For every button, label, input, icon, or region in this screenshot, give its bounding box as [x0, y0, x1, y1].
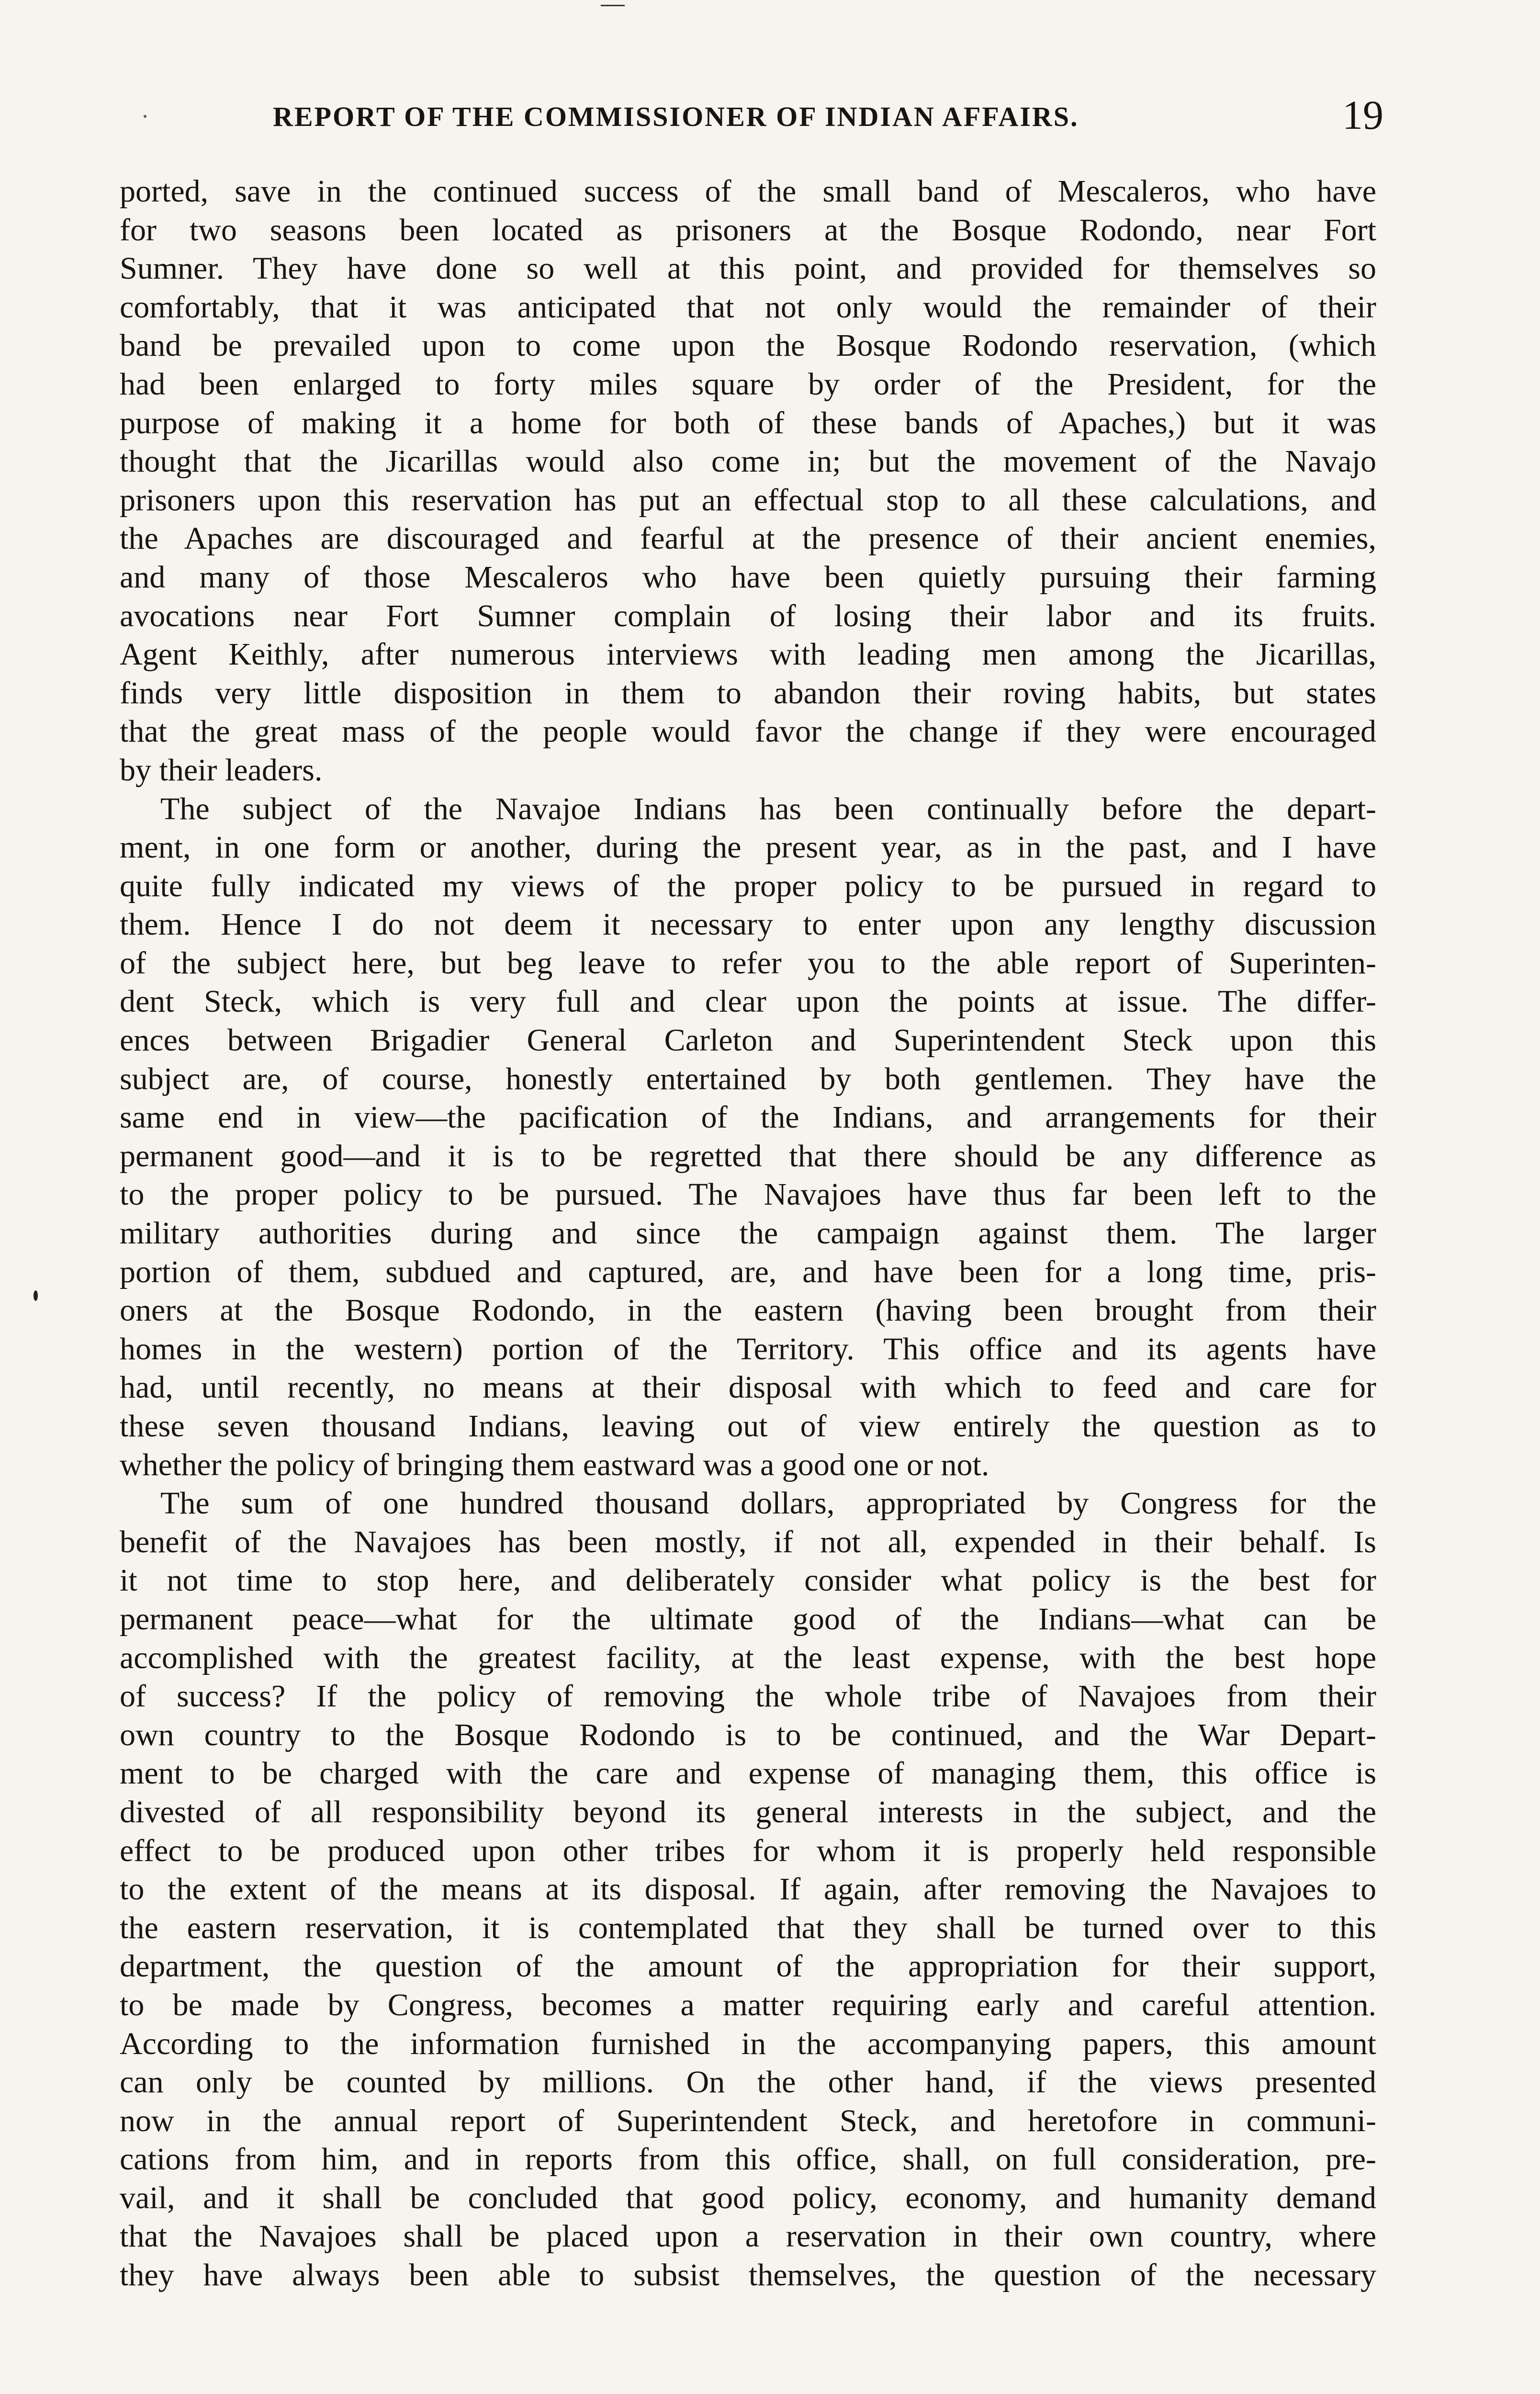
text-line: the Apaches are discouraged and fearful at the presence of their ancient enemies, — [120, 521, 1376, 556]
text-line: thought that the Jicarillas would also come in; but the movement of the Navajo — [120, 444, 1376, 479]
text-line: the eastern reservation, it is contemplated that they shall be turned over to this — [120, 1910, 1376, 1945]
text-line: to the extent of the means at its disposal. If again, after removing the Navajoes to — [120, 1872, 1376, 1907]
text-line: permanent peace—what for the ultimate good of the Indians—what can be — [120, 1601, 1376, 1637]
text-line: ment to be charged with the care and expense of managing them, this office is — [120, 1756, 1376, 1791]
text-line: department, the question of the amount of the appropriation for their support, — [120, 1949, 1376, 1984]
text-line: they have always been able to subsist themselves, the question of the necessary — [120, 2258, 1376, 2293]
paragraph-end-line: whether the policy of bringing them eastward was a good one or not. — [120, 1447, 989, 1482]
top-edge-mark — [601, 0, 625, 6]
text-line: prisoners upon this reservation has put an effectual stop to all these calculations, and — [120, 482, 1376, 518]
text-line: can only be counted by millions. On the other hand, if the views presented — [120, 2065, 1376, 2100]
text-line: for two seasons been located as prisoners at the Bosque Rodondo, near Fort — [120, 212, 1376, 248]
text-line: homes in the western) portion of the Territory. This office and its agents have — [120, 1331, 1376, 1366]
text-line: these seven thousand Indians, leaving out of view entirely the question as to — [120, 1409, 1376, 1444]
text-line: cations from him, and in reports from this office, shall, on full consideration, pre- — [120, 2142, 1376, 2177]
text-line: dent Steck, which is very full and clear upon the points at issue. The differ- — [120, 984, 1376, 1019]
page-number: 19 — [1342, 92, 1383, 138]
text-line: military authorities during and since the campaign against them. The larger — [120, 1216, 1376, 1251]
text-line: had, until recently, no means at their disposal with which to feed and care for — [120, 1370, 1376, 1405]
paragraph-start-line: The subject of the Navajoe Indians has been continually before the depart- — [160, 791, 1376, 826]
paragraph-start-line: The sum of one hundred thousand dollars, appropriated by Congress for the — [160, 1486, 1376, 1521]
text-line: same end in view—the pacification of the Indians, and arrangements for their — [120, 1100, 1376, 1135]
text-line: oners at the Bosque Rodondo, in the eastern (having been brought from their — [120, 1293, 1376, 1328]
text-line: benefit of the Navajoes has been mostly, if not all, expended in their behalf. Is — [120, 1524, 1376, 1559]
text-line: to be made by Congress, becomes a matter requiring early and careful attention. — [120, 1987, 1376, 2022]
text-line: Agent Keithly, after numerous interviews with leading men among the Jicarillas, — [120, 637, 1376, 672]
running-head: REPORT OF THE COMMISSIONER OF INDIAN AFFAIRS. — [273, 101, 1079, 132]
margin-mark — [34, 1290, 38, 1301]
text-line: ences between Brigadier General Carleton and Superintendent Steck upon this — [120, 1023, 1376, 1058]
text-line: it not time to stop here, and deliberately consider what policy is the best for — [120, 1563, 1376, 1598]
text-line: vail, and it shall be concluded that good policy, economy, and humanity demand — [120, 2180, 1376, 2215]
text-line: of success? If the policy of removing the whole tribe of Navajoes from their — [120, 1679, 1376, 1714]
text-line: accomplished with the greatest facility, at the least expense, with the best hope — [120, 1640, 1376, 1675]
text-line: to the proper policy to be pursued. The Navajoes have thus far been left to the — [120, 1177, 1376, 1212]
text-line: divested of all responsibility beyond its general interests in the subject, and the — [120, 1794, 1376, 1829]
text-line: comfortably, that it was anticipated that not only would the remainder of their — [120, 289, 1376, 325]
text-line: According to the information furnished in the accompanying papers, this amount — [120, 2026, 1376, 2061]
text-line: that the Navajoes shall be placed upon a reservation in their own country, where — [120, 2219, 1376, 2254]
text-line: them. Hence I do not deem it necessary to enter upon any lengthy discussion — [120, 907, 1376, 942]
text-line: purpose of making it a home for both of these bands of Apaches,) but it was — [120, 405, 1376, 440]
text-line: portion of them, subdued and captured, are, and have been for a long time, pris- — [120, 1254, 1376, 1289]
text-line: and many of those Mescaleros who have been quietly pursuing their farming — [120, 559, 1376, 595]
text-line: band be prevailed upon to come upon the Bosque Rodondo reservation, (which — [120, 328, 1376, 363]
text-line: subject are, of course, honestly entertained by both gentlemen. They have the — [120, 1061, 1376, 1096]
text-line: of the subject here, but beg leave to refer you to the able report of Superinten- — [120, 945, 1376, 981]
paragraph-end-line: by their leaders. — [120, 752, 323, 788]
text-line: that the great mass of the people would favor the change if they were encouraged — [120, 714, 1376, 749]
text-line: Sumner. They have done so well at this point, and provided for themselves so — [120, 251, 1376, 286]
text-line: own country to the Bosque Rodondo is to be continued, and the War Depart- — [120, 1717, 1376, 1752]
text-line: ment, in one form or another, during the present year, as in the past, and I have — [120, 830, 1376, 865]
text-line: avocations near Fort Sumner complain of losing their labor and its fruits. — [120, 598, 1376, 633]
text-line: permanent good—and it is to be regretted that there should be any difference as — [120, 1138, 1376, 1174]
text-line: had been enlarged to forty miles square by order of the President, for the — [120, 366, 1376, 402]
page-header — [144, 91, 1398, 144]
text-line: quite fully indicated my views of the proper policy to be pursued in regard to — [120, 868, 1376, 903]
body-text — [120, 172, 1376, 2295]
text-line: finds very little disposition in them to abandon their roving habits, but states — [120, 675, 1376, 711]
text-line: now in the annual report of Superintendent Steck, and heretofore in communi- — [120, 2103, 1376, 2138]
text-line: ported, save in the continued success of the small band of Mescaleros, who have — [120, 174, 1376, 209]
text-line: effect to be produced upon other tribes for whom it is properly held responsible — [120, 1833, 1376, 1868]
